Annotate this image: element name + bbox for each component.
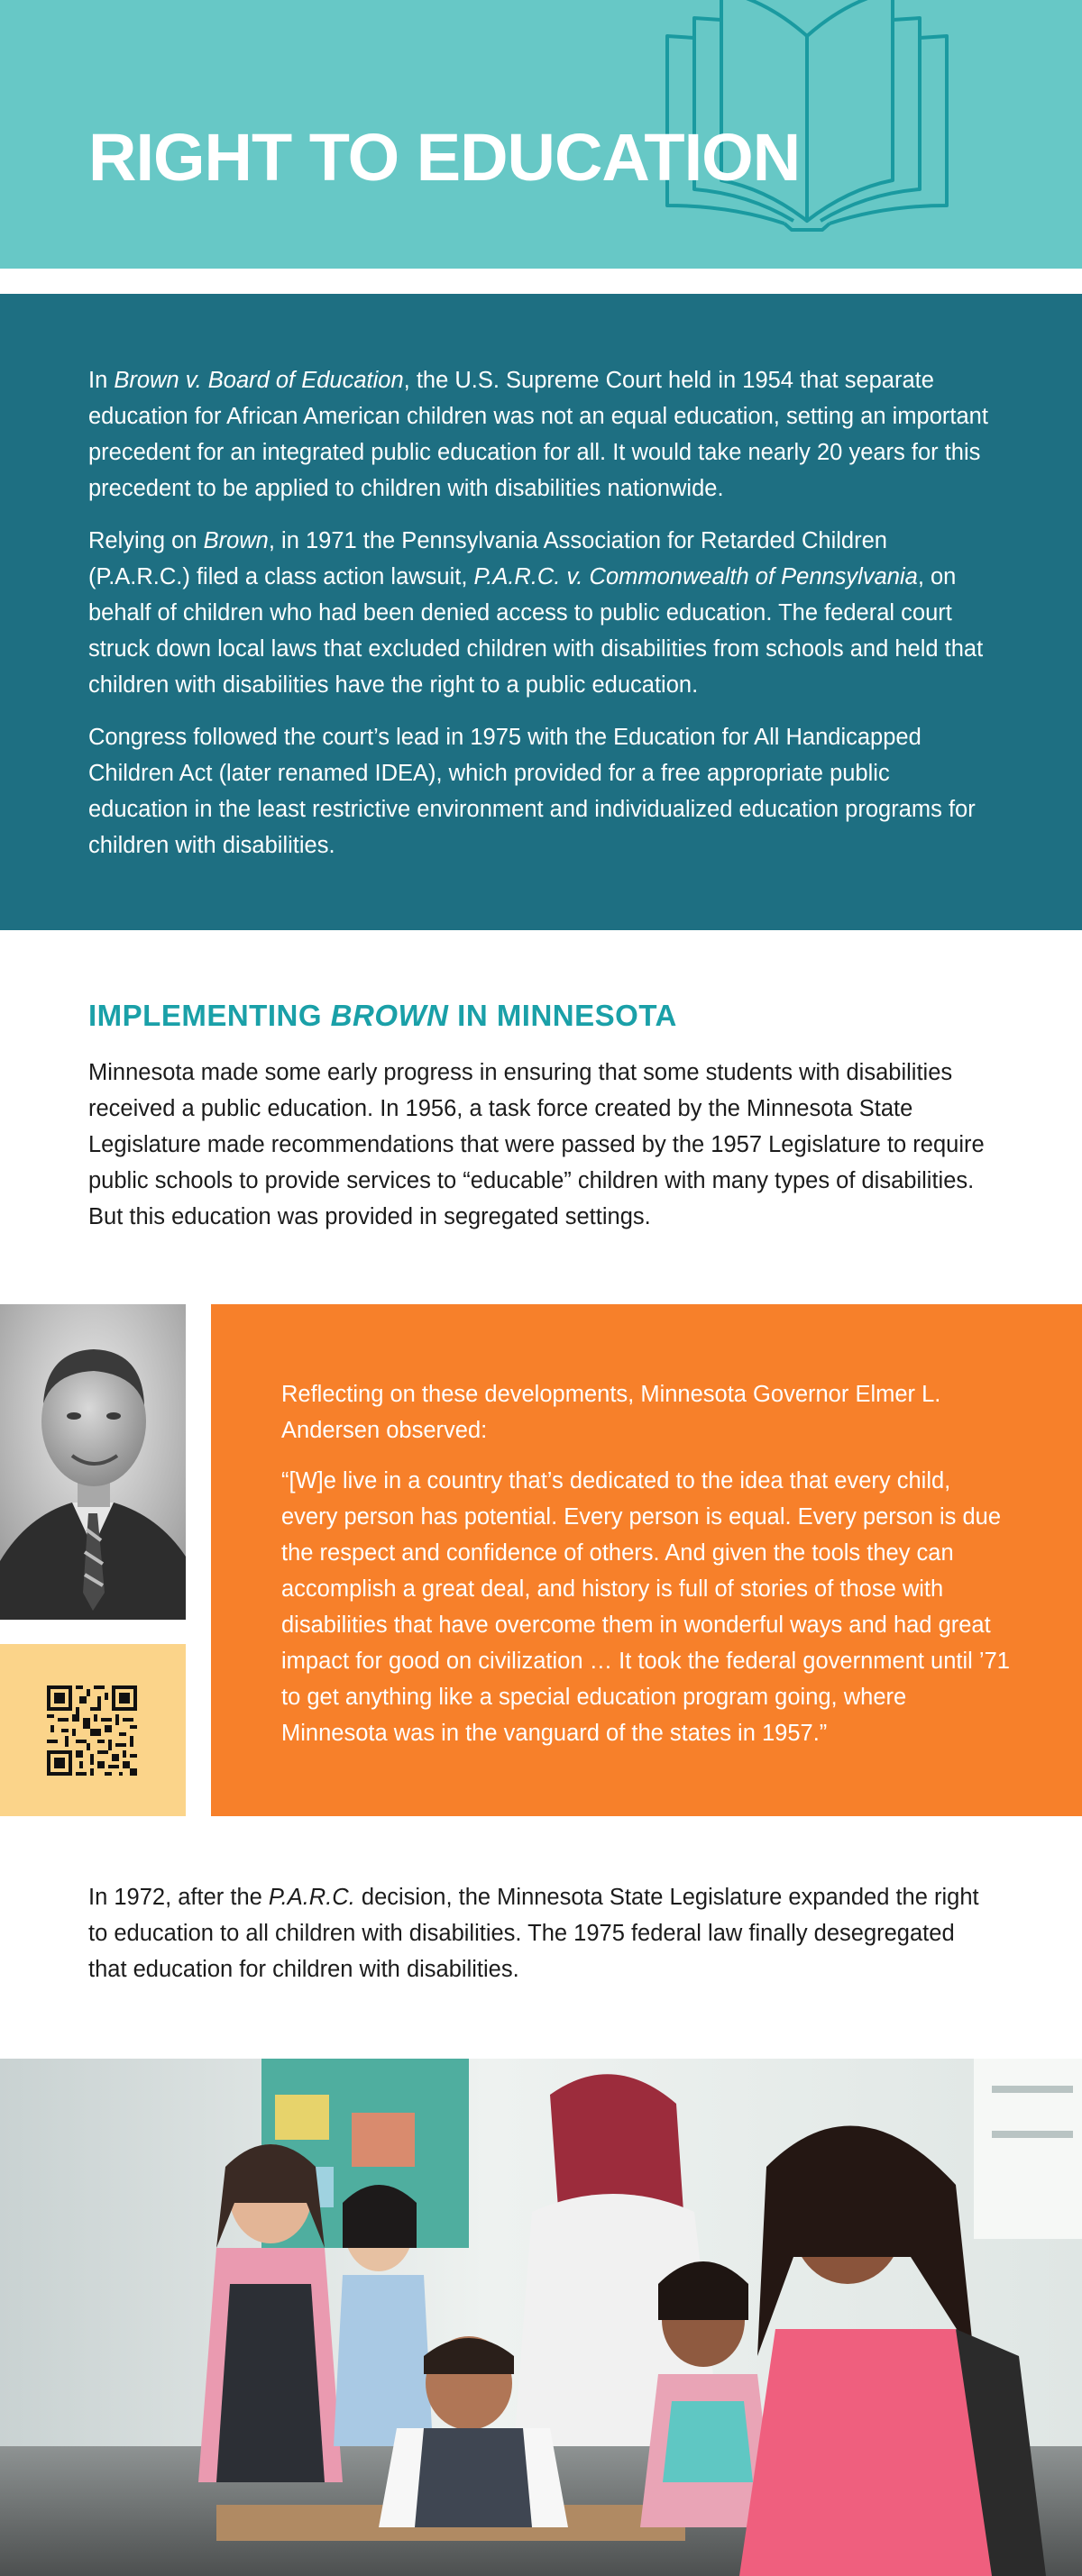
section-heading: IMPLEMENTING BROWN IN MINNESOTA: [88, 999, 677, 1032]
governor-portrait-photo: [0, 1304, 186, 1620]
divider: [0, 269, 1082, 294]
case-name: Brown v. Board of Education: [114, 368, 404, 393]
classroom-students-photo: [0, 2059, 1082, 2576]
open-book-icon: [658, 0, 956, 234]
closing-paragraph: In 1972, after the P.A.R.C. decision, the Minnesota State Legislature expanded the right to education to all children with disabilities. The 1975 federal law finally desegregated that education for children with disabilities.: [88, 1885, 979, 1982]
case-name: Brown: [203, 528, 269, 553]
case-name: P.A.R.C.: [268, 1885, 355, 1910]
intro-paragraph-1: In Brown v. Board of Education, the U.S. Supreme Court held in 1954 that separate education for African American children was not an equal education, setting an important precedent for an integrated public education for all. It would take nearly 20 years for this precedent to be applied to children with disabilities nationwide.: [88, 368, 988, 501]
intro-paragraph-2: Relying on Brown, in 1971 the Pennsylvania Association for Retarded Children (P.A.R.C.) filed a class action lawsuit, P.A.R.C. v. Commonwealth of Pennsylvania, on behalf of children who had been denied access to public education. The federal court struck down local laws that excluded children with disabilities from schools and held that children with disabilities have the right to a public education.: [88, 528, 984, 698]
quote-text: “[W]e live in a country that’s dedicated to the idea that every child, every person has potential. Every person is equal. Every person is due the respect and confidence of others. And given the tools they can accomplish a great deal, and history is full of stories of those with disabilities that have overcome them in wonderful ways and had great impact for good on civilization … It took the federal government until ’71 to get anything like a special education program going, where Minnesota was in the vanguard of the states in 1957.”: [281, 1468, 1010, 1746]
quote-intro: Reflecting on these developments, Minnesota Governor Elmer L. Andersen observed:: [281, 1382, 941, 1443]
qr-code-panel: [0, 1644, 186, 1816]
intro-section: [0, 294, 1082, 930]
intro-paragraph-3: Congress followed the court’s lead in 1975 with the Education for All Handicapped Children Act (later renamed IDEA), which provided for a free appropriate public education in the least restrictive environment and individualized education programs for children with disabilities.: [88, 725, 976, 858]
quote-panel: [211, 1304, 1082, 1816]
page-title: RIGHT TO EDUCATION: [88, 120, 801, 195]
header-banner: [0, 0, 1082, 269]
section-body: Minnesota made some early progress in ensuring that some students with disabilities received a public education. In 1956, a task force created by the Minnesota State Legislature made recommendations that were passed by the 1957 Legislature to require public schools to provide services to “educable” children with many types of disabilities. But this education was provided in segregated settings.: [88, 1060, 985, 1229]
qr-code-icon[interactable]: [47, 1685, 137, 1776]
case-name: P.A.R.C. v. Commonwealth of Pennsylvania: [473, 564, 918, 589]
